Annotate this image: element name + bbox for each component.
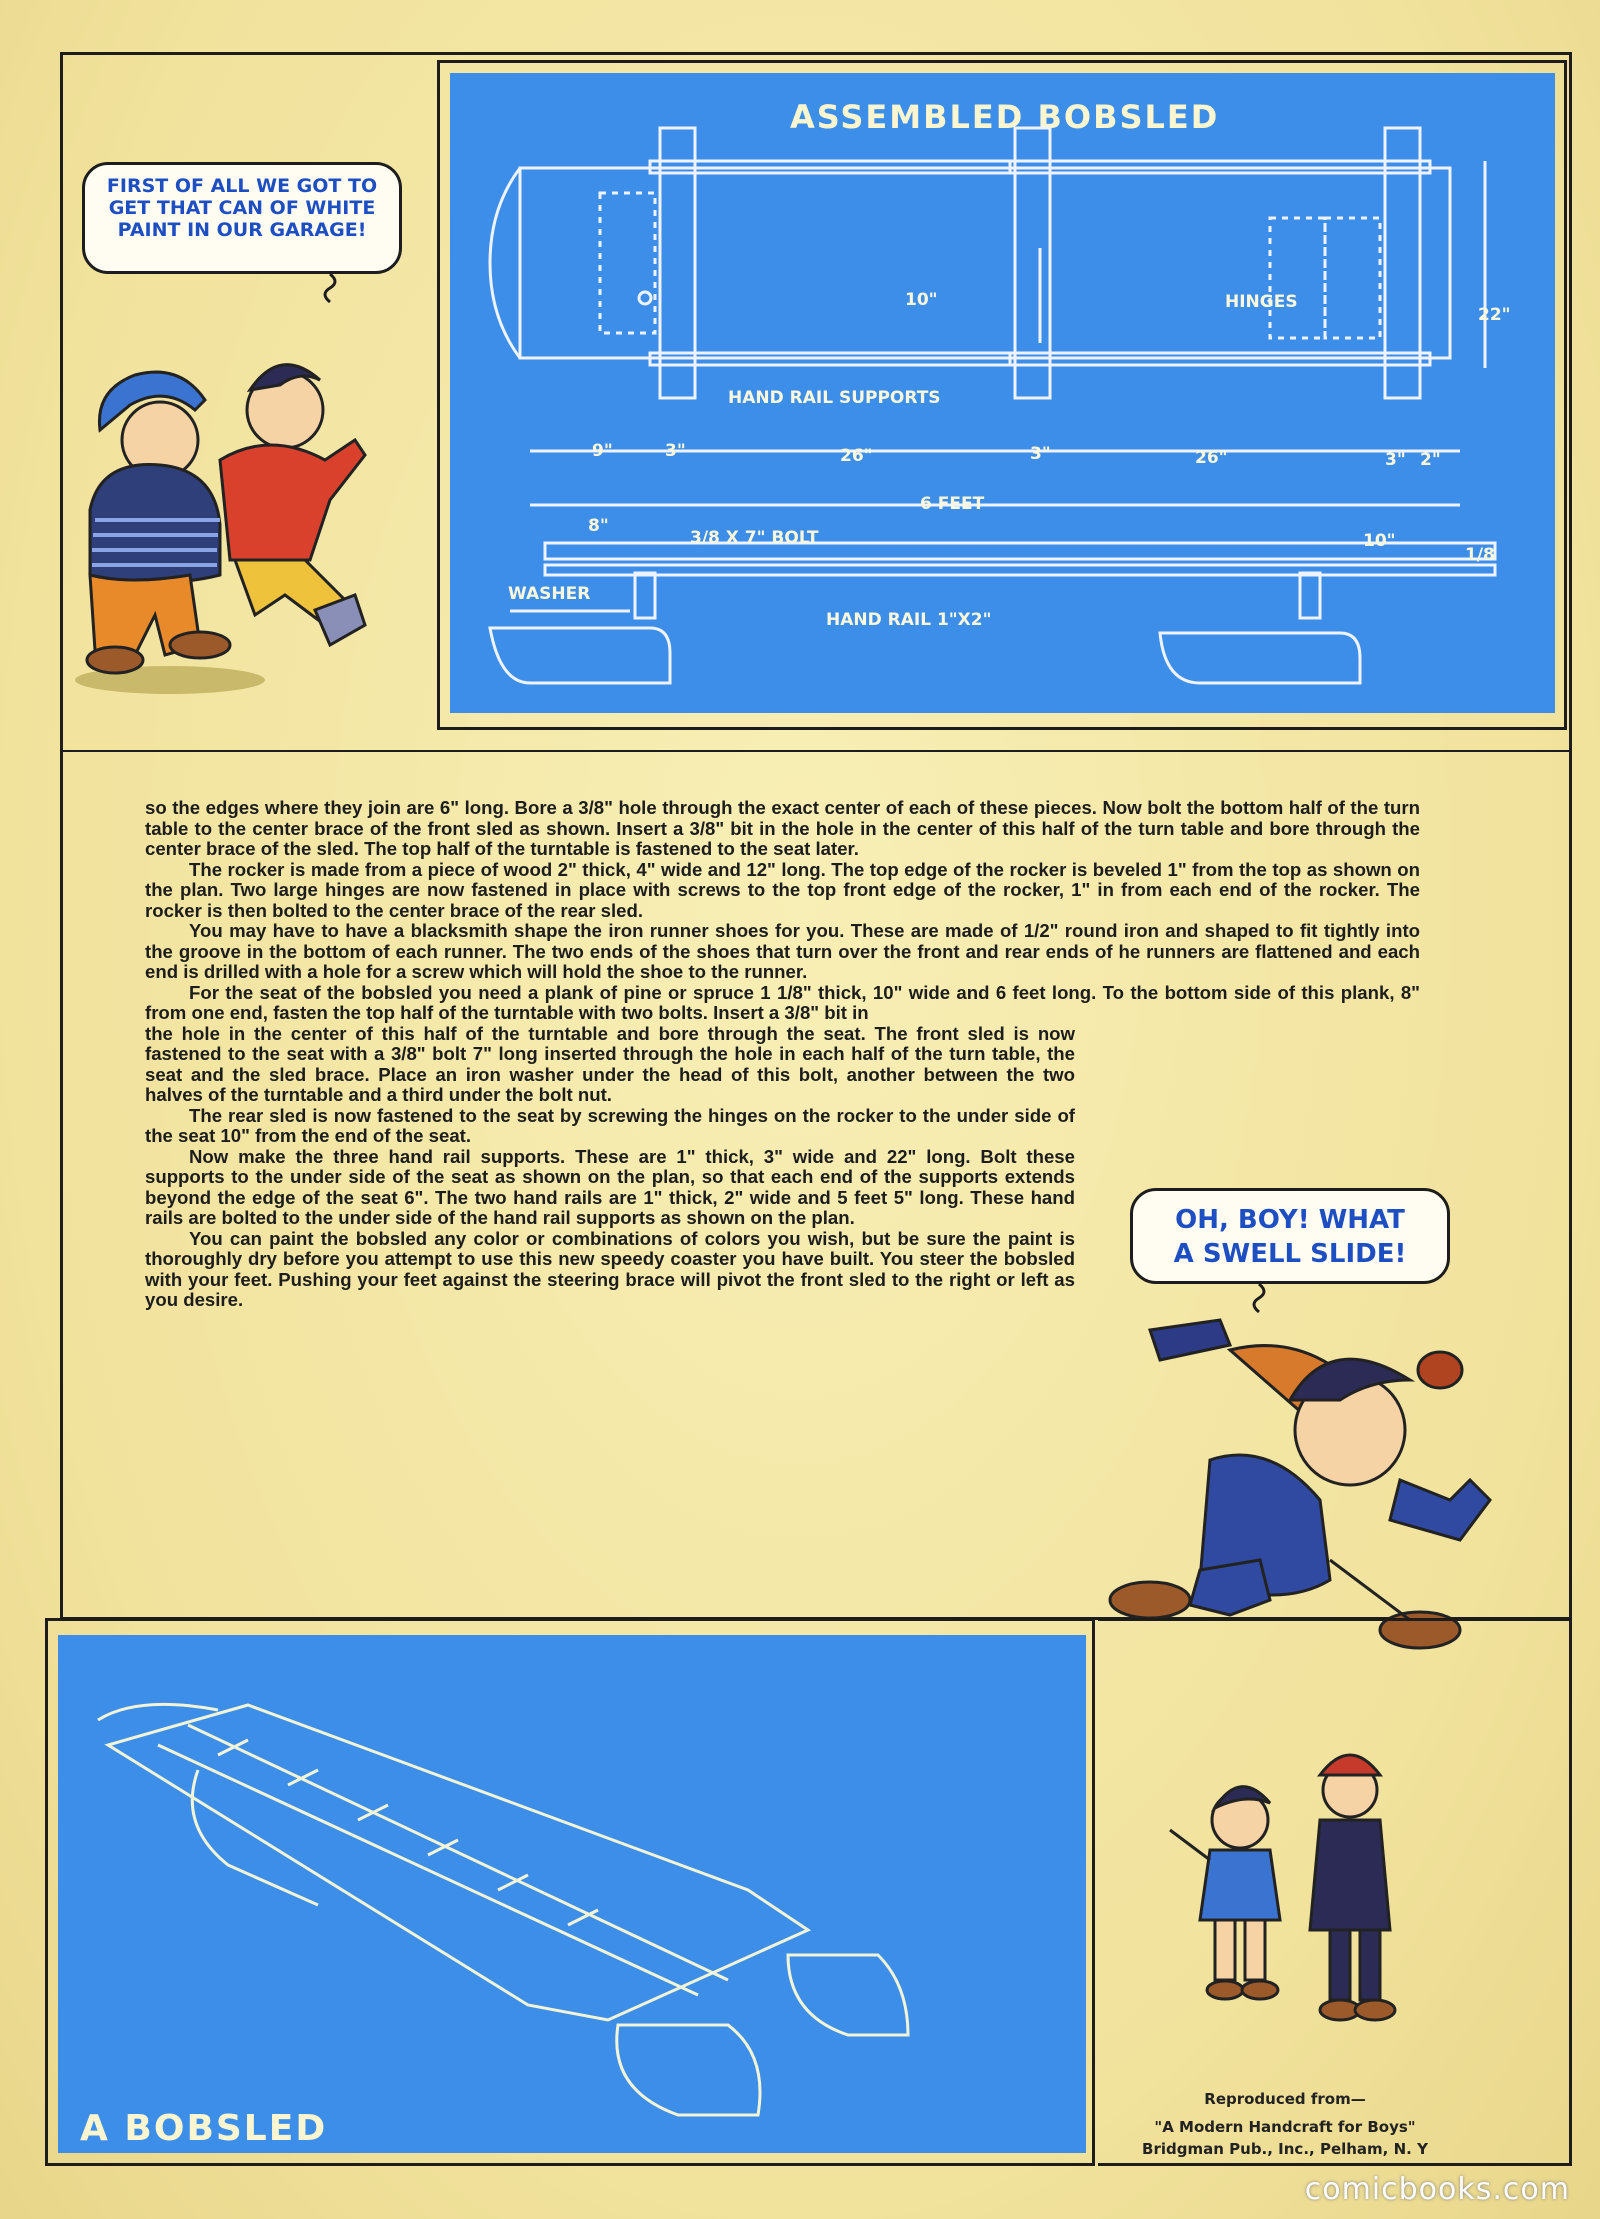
dim-2-label: 2": [1420, 450, 1441, 470]
dim-one-eighth-label: 1/8: [1465, 545, 1495, 565]
washer-label: WASHER: [508, 584, 591, 604]
dim-10-b-label: 10": [1363, 531, 1396, 551]
dim-3-c-label: 3": [1385, 450, 1406, 470]
hand-rail-label: HAND RAIL 1"X2": [826, 610, 992, 630]
credit-line-2: "A Modern Handcraft for Boys": [1154, 2118, 1416, 2136]
speech-balloon-first: [82, 162, 402, 274]
watermark: comicbooks.com: [1304, 2172, 1570, 2207]
running-boy-illustration: [1100, 1300, 1520, 1660]
balloon-tail: [316, 272, 346, 312]
credit-line-3: Bridgman Pub., Inc., Pelham, N. Y: [1142, 2140, 1428, 2158]
speech-balloon-second: [1130, 1188, 1450, 1284]
paragraph-4a: For the seat of the bobsled you need a plank of pine or spruce 1 1/8" thick, 10" wide and 6 feet long. To the bottom side of this plank, 8" from one end, fasten the top half of the turntable with two bolts. Insert a 3/8" bit in: [145, 981, 1420, 1023]
dim-8-label: 8": [588, 516, 609, 536]
dim-26-b-label: 26": [1195, 448, 1228, 468]
dim-3-a-label: 3": [665, 441, 686, 461]
paragraph-5: The rear sled is now fastened to the seat by screwing the hinges on the rocker to the under side of the seat 10" from the end of the seat.: [145, 1104, 1075, 1146]
paragraph-3: You may have to have a blacksmith shape the iron runner shoes for you. These are made of 1/2" round iron and shaped to fit tightly into the groove in the bottom of each runner. The two ends of the shoes that turn over the front and rear ends of he runners are flattened and each end is drilled with a hole for a screw which will hold the shoe to the runner.: [145, 920, 1420, 982]
dim-26-a-label: 26": [840, 446, 873, 466]
a-bobsled-title: A BOBSLED: [80, 2108, 328, 2149]
paragraph-6: Now make the three hand rail supports. These are 1" thick, 3" wide and 22" long. Bolt these supports to the under side of the seat as shown on the plan, so that each end of the supports extends beyond the edge of the seat 6". The two hand rails are 1" thick, 2" wide and 5 feet 5" long. These hand rails are bolted to the under side of the hand rail supports as shown on the plan.: [145, 1145, 1075, 1228]
paragraph-7: You can paint the bobsled any color or combinations of colors you wish, but be sure the paint is thoroughly dry before you attempt to use this new speedy coaster you have built. You steer the bobsled with your feet. Pushing your feet against the steering brace will pivot the front sled to the right or left as you desire.: [145, 1227, 1075, 1310]
two-boys-illustration: [60, 320, 440, 700]
six-feet-label: 6 FEET: [920, 494, 985, 514]
hand-rail-supports-label: HAND RAIL SUPPORTS: [728, 388, 941, 408]
two-children-illustration: [1160, 1740, 1430, 2040]
assembled-bobsled-title: ASSEMBLED BOBSLED: [790, 98, 1220, 136]
paragraph-1: so the edges where they join are 6" long. Bore a 3/8" hole through the exact center of each of these pieces. Now bolt the bottom half of the turn table to the center brace of the front sled as shown. Insert a 3/8" bit in the hole in the center of this half of the turn table and bore through the center brace of the sled. The top half of the turntable is fastened to the seat later.: [145, 797, 1420, 859]
speech-balloon-first-text: FIRST OF ALL WE GOT TO GET THAT CAN OF WHITE PAINT IN OUR GARAGE!: [106, 175, 378, 241]
dim-3-b-label: 3": [1030, 444, 1051, 464]
paragraph-4b: the hole in the center of this half of the turntable and bore through the seat. The front sled is now fastened to the seat with a 3/8" bolt 7" long inserted through the hole in each half of the turn table, the seat and the sled brace. Place an iron washer under the head of this bolt, another between the two halves of the turntable and a third under the bolt nut.: [145, 1022, 1075, 1105]
bobsled-plan-drawing: [450, 73, 1555, 713]
dim-9-label: 9": [592, 441, 613, 461]
bobsled-perspective-drawing: [58, 1635, 1086, 2153]
paragraph-2: The rocker is made from a piece of wood 2" thick, 4" wide and 12" long. The top edge of the rocker is beveled 1" from the top as shown on the plan. Two large hinges are now fastened in place with screws to the top front edge of the rocker, 1" in from each end of the rocker. The rocker is then bolted to the center brace of the rear sled.: [145, 858, 1420, 921]
bolt-label: 3/8 X 7" BOLT: [690, 528, 819, 548]
credit-line-1: Reproduced from—: [1204, 2090, 1366, 2108]
hinges-label: HINGES: [1225, 292, 1298, 312]
height-22-label: 22": [1478, 305, 1511, 325]
speech-balloon-second-text: OH, BOY! WHAT A SWELL SLIDE!: [1173, 1205, 1407, 1269]
width-10-label: 10": [905, 290, 938, 310]
